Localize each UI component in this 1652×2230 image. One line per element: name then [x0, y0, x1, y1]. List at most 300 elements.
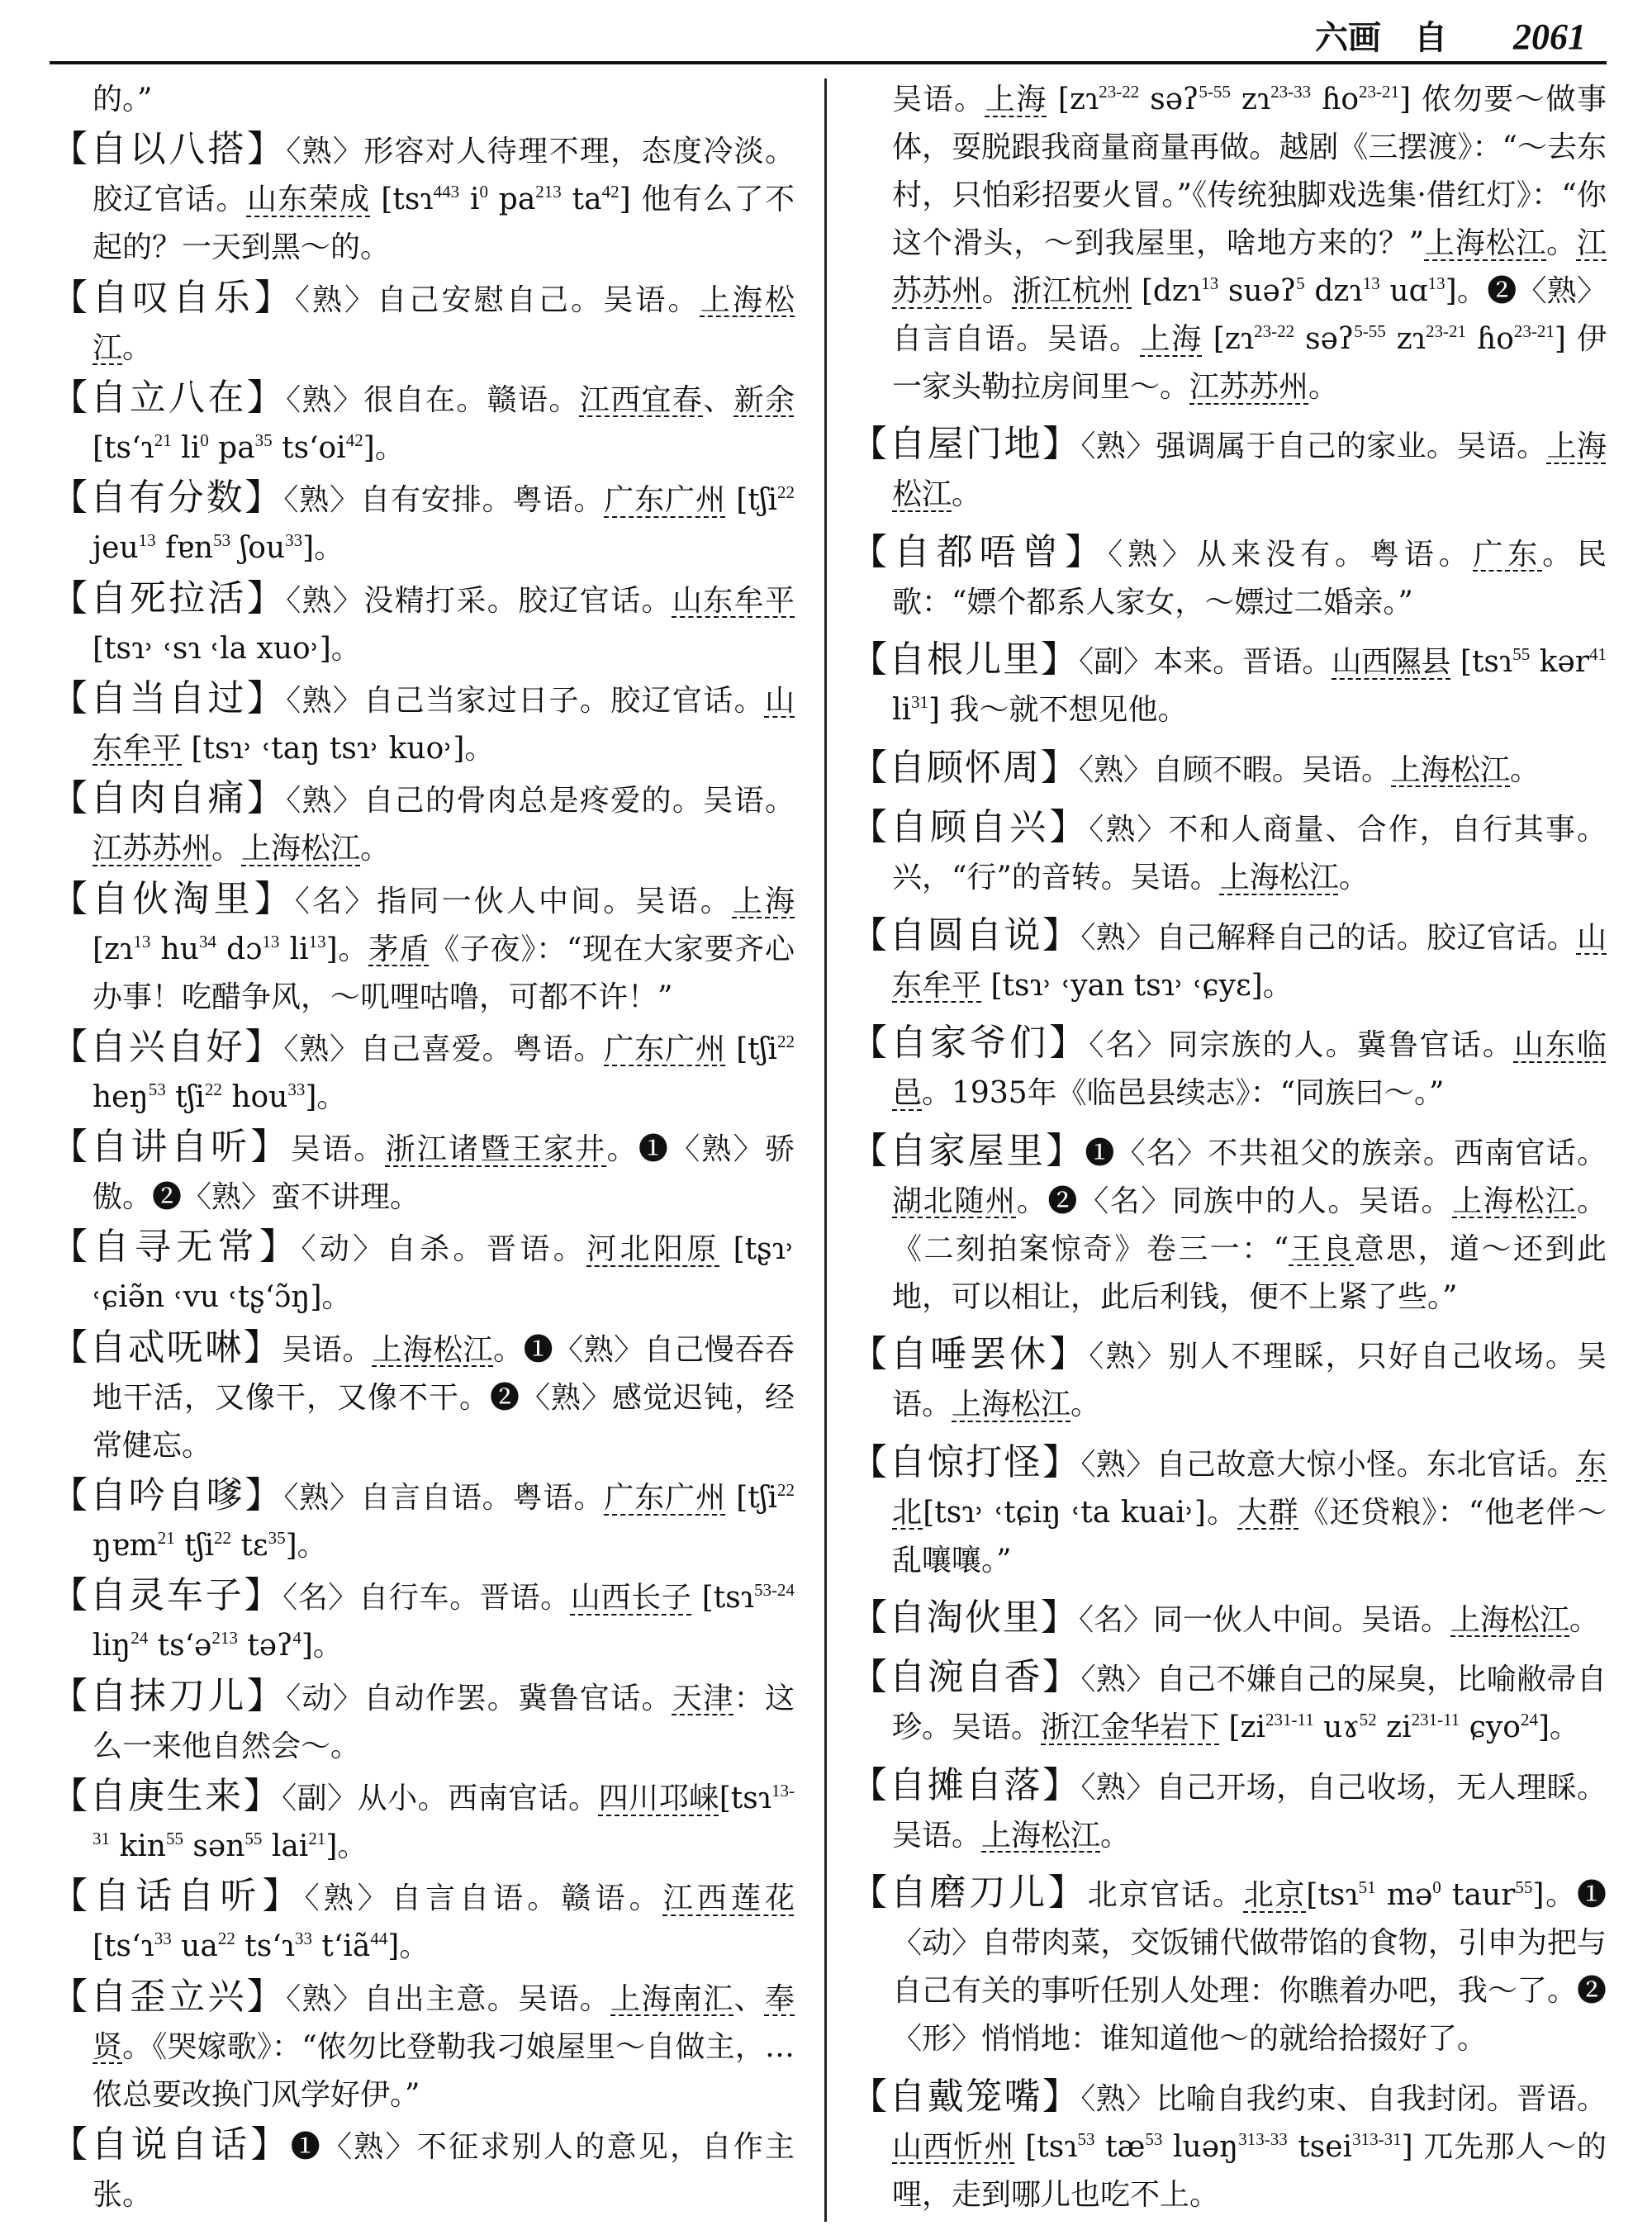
place-name: 上海南汇 [610, 1981, 734, 2016]
entry-text: 〈熟〉自己故意大惊小怪。东北官话。 [1080, 1447, 1577, 1482]
dictionary-entry [51, 875, 795, 1022]
entry-text: ] 兀先那人～的哩，走到哪儿也吃不上。 [892, 2129, 1607, 2212]
entry-text: kin [110, 1829, 166, 1863]
entry-headword: 【自戴笼嘴】 [851, 2075, 1081, 2118]
entry-text: ts‘oi [272, 430, 346, 465]
dictionary-entry [51, 1672, 795, 1771]
entry-text: 。 [1510, 752, 1540, 787]
radical-label: 自 [1414, 18, 1447, 57]
entry-text: 〈熟〉自言自语。赣语。 [304, 1881, 663, 1916]
entry-headword: 【自伙淘里】 [51, 877, 295, 920]
entry-text: [tsɿ˒ ˓taŋ tsɿ˒ kuo˒]。 [182, 731, 495, 766]
entry-headword: 【自圆自说】 [851, 913, 1081, 956]
tone-superscript: 44 [370, 1929, 388, 1949]
entry-text: li [279, 932, 309, 966]
dictionary-entry [851, 1019, 1607, 1117]
tone-superscript: 0 [1432, 1877, 1441, 1898]
tone-superscript: 13 [262, 931, 280, 951]
tone-superscript: 24 [1520, 1710, 1538, 1730]
entry-text: 〈熟〉自己不嫌自己的屎臭，比喻敝帚自珍。吴语。 [892, 1663, 1607, 1745]
entry-text: ]。 [285, 1529, 327, 1563]
entry-text: 、 [703, 382, 734, 417]
tone-superscript: 53 [213, 530, 231, 551]
entry-headword: 【自顾怀周】 [851, 746, 1079, 789]
tone-superscript: 23-21 [1513, 321, 1555, 341]
tone-superscript: 51 [1358, 1877, 1376, 1898]
tone-superscript: 443 [433, 182, 460, 202]
tone-superscript: 13 [138, 530, 156, 551]
entry-text: 〈副〉从小。西南官话。 [282, 1782, 599, 1815]
entry-text: 〈副〉本来。晋语。 [1079, 645, 1332, 680]
place-name: 江西宜春 [579, 382, 704, 417]
entry-text: li [171, 430, 201, 465]
dictionary-entry [51, 1472, 795, 1570]
entry-text: pa [487, 183, 536, 217]
entry-text: t‘iã [311, 1929, 371, 1964]
place-name: 广东广州 [604, 1032, 726, 1066]
tone-superscript: 33 [294, 1929, 312, 1949]
entry-text: hou [221, 1079, 288, 1114]
entry-text: li [892, 693, 912, 728]
entry-text: ta [561, 183, 602, 217]
entry-text: ts‘ɿ [235, 1929, 295, 1964]
entry-headword: 【自摊自落】 [851, 1763, 1081, 1806]
entry-text: 。 [211, 832, 242, 866]
entry-text: 吴语。 [282, 1332, 373, 1367]
entry-text: 、 [733, 1981, 765, 2016]
entry-text: 。民歌：“嫖个都系人家女，～嫖过二婚亲。” [892, 537, 1607, 619]
entry-text: 意思，道～还到此地，可以相让，此后利钱，便不上紧了些。” [892, 1231, 1607, 1314]
place-name: 上海松江 [1452, 1184, 1577, 1218]
dictionary-entry [51, 575, 795, 673]
place-name: 上海松江 [93, 282, 795, 365]
page-number: 2061 [1513, 17, 1586, 57]
entry-text: 。 [122, 330, 153, 365]
entry-text: ts‘ə [148, 1629, 212, 1663]
entry-headword: 【自兴自好】 [51, 1025, 284, 1068]
entry-text: 〈熟〉比喻自我约束、自我封闭。晋语。 [1080, 2081, 1607, 2116]
tone-superscript: 22 [217, 1929, 235, 1949]
entry-text: ]。❶〈动〉自带肉菜，交饭铺代做带馅的食物，引申为把与自己有关的事听任别人处理：你瞧着办吧，我～了。❷〈形〉悄悄地：谁知道他～的就给拾掇好了。 [892, 1878, 1607, 2057]
entry-text: [tʃi [725, 1481, 777, 1516]
entry-text: kər [1530, 645, 1589, 680]
tone-superscript: 41 [1588, 644, 1607, 665]
place-name: 广东广州 [604, 483, 726, 518]
place-name: 广东 [1473, 537, 1543, 572]
entry-text: ua [171, 1929, 218, 1964]
place-name: 东北 [892, 1447, 1607, 1530]
place-name: 上海 [985, 83, 1047, 116]
entry-text: səʔ [1139, 83, 1199, 116]
place-name: 上海松江 [372, 1332, 494, 1367]
entry-text: ʃou [230, 531, 286, 566]
entry-text: ] 我～就不想见他。 [928, 693, 1188, 728]
tone-superscript: 13 [1362, 273, 1380, 293]
tone-superscript: 13 [1427, 273, 1446, 293]
tone-superscript: 5 [1296, 273, 1305, 293]
entry-text: 〈熟〉自顾不暇。吴语。 [1079, 752, 1392, 787]
entry-headword: 【自屋门地】 [851, 423, 1081, 466]
entry-text: ]。 [325, 932, 369, 966]
entry-text: [dzɿ [1132, 274, 1202, 308]
entry-text: [tsɿ [1306, 1878, 1359, 1913]
entry-text: ] 伊一家头勒拉房间里～。 [892, 322, 1607, 404]
place-name: 江苏苏州 [892, 226, 1607, 308]
tone-superscript: 13 [308, 931, 326, 951]
place-name: 江苏苏州 [93, 832, 212, 866]
entry-text: ]。 [302, 531, 344, 566]
tone-superscript: 313-33 [1238, 2128, 1288, 2149]
entry-text: 。1935年《临邑县续志》：“同族曰～。” [922, 1076, 1445, 1111]
tone-superscript: 31 [911, 692, 929, 713]
entry-text: mə [1375, 1878, 1433, 1913]
entry-text: [tsɿ [1450, 645, 1513, 680]
dictionary-entry [51, 1973, 795, 2119]
place-name: 浙江杭州 [1012, 274, 1132, 308]
tone-superscript: 42 [601, 182, 620, 202]
running-header [1315, 12, 1586, 59]
entry-text: 。 [1546, 226, 1577, 260]
entry-text: tʃi [174, 1529, 214, 1563]
place-name: 江西莲花 [662, 1881, 795, 1916]
entry-text: 。❶〈熟〉骄傲。❷〈熟〉蛮不讲理。 [93, 1132, 795, 1215]
entry-text: [tsɿ˒ ˓yan tsɿ˒ ˓ɕyɛ]。 [981, 968, 1293, 1003]
entry-headword: 【自以八搭】 [51, 128, 287, 171]
tone-superscript: 231-11 [1265, 1710, 1314, 1730]
entry-headword: 【自忒呒啉】 [51, 1326, 282, 1369]
entry-text: [tsɿ [691, 1581, 754, 1616]
place-name: 山东荣成 [246, 183, 371, 217]
entry-text: [tsɿ [719, 1782, 771, 1815]
entry-text: 〈熟〉不和人商量、合作，自行其事。兴，“行”的音转。吴语。 [892, 813, 1607, 895]
entry-text: luəŋ [1162, 2129, 1239, 2164]
entry-text: 。《哭嫁歌》：“侬勿比登勒我刁娘屋里～自做主，…侬总要改换门风学好伊。” [93, 2029, 795, 2112]
place-name: 河北阳原 [586, 1232, 720, 1267]
entry-text: 〈熟〉没精打采。胶辽官话。 [286, 583, 672, 618]
entry-text: 〈熟〉强调属于自己的家业。吴语。 [1080, 429, 1547, 464]
dictionary-entry [51, 2121, 795, 2219]
place-name: 大群 [1237, 1495, 1299, 1530]
tone-superscript: 5-55 [1354, 321, 1386, 341]
place-name: 山西长子 [570, 1581, 692, 1616]
tone-superscript: 23-22 [1099, 82, 1140, 102]
tone-superscript: 23-21 [1426, 321, 1467, 341]
entry-headword: 【自惊打怪】 [851, 1440, 1081, 1483]
dictionary-entry [51, 1324, 795, 1470]
entry-text: [zɿ [1202, 322, 1255, 356]
entry-text: 〈熟〉自己安慰自己。吴语。 [294, 282, 700, 317]
tone-superscript: 22 [777, 482, 795, 503]
entry-text: 。 [1308, 370, 1339, 404]
place-name: 浙江诸暨王家井 [385, 1132, 607, 1167]
entry-text: [ts‘ɿ [93, 430, 154, 465]
tone-superscript: 35 [254, 429, 273, 450]
entry-continuation [51, 76, 795, 124]
dictionary-entry [851, 2073, 1607, 2219]
place-name: 茅盾 [368, 932, 430, 966]
place-name: 上海松江 [1450, 1602, 1570, 1637]
dictionary-entry [51, 675, 795, 773]
dictionary-entry [851, 804, 1607, 902]
entry-text: tsei [1287, 2129, 1353, 2164]
column-divider [824, 78, 827, 2222]
entry-headword: 【自说自话】 [51, 2123, 291, 2166]
entry-text: 的。” [93, 83, 153, 116]
entry-text: 〈名〉自行车。晋语。 [282, 1581, 571, 1616]
entry-text: 〈动〉自动作罢。冀鲁官话。 [286, 1681, 672, 1715]
tone-superscript: 33 [287, 1079, 306, 1099]
tone-superscript: 22 [204, 1079, 222, 1099]
place-name: 江苏苏州 [1189, 370, 1309, 404]
tone-superscript: 52 [1359, 1710, 1377, 1730]
tone-superscript: 13-31 [93, 1781, 795, 1848]
dictionary-entry [51, 1123, 795, 1222]
entry-headword: 【自家爷们】 [851, 1022, 1089, 1065]
entry-text: 。 [1338, 861, 1369, 895]
entry-headword: 【自都唔曾】 [851, 530, 1108, 573]
entry-text: 〈熟〉自己的骨肉总是疼爱的。吴语。 [286, 784, 795, 818]
entry-headword: 【自有分数】 [51, 477, 284, 520]
place-name: 山西隰县 [1332, 645, 1451, 680]
entry-text: zɿ [1230, 83, 1271, 116]
entry-text: 。 [952, 477, 982, 512]
entry-text: dzɿ [1304, 274, 1363, 308]
dictionary-entry [851, 1331, 1607, 1429]
dictionary-entry [851, 912, 1607, 1010]
dictionary-entry [51, 1023, 795, 1122]
tone-superscript: 23-21 [1359, 82, 1400, 102]
entry-text: sən [183, 1829, 245, 1863]
tone-superscript: 22 [214, 1528, 231, 1549]
entry-text: 。❷〈名〉同族中的人。吴语。 [1016, 1184, 1453, 1218]
entry-text: 吴语。 [892, 83, 985, 116]
entry-text: təʔ [237, 1629, 293, 1663]
header-rule [50, 61, 1607, 64]
entry-text: 〈熟〉自出主意。吴语。 [286, 1981, 611, 2016]
place-name: 山西忻州 [892, 2129, 1015, 2164]
tone-superscript: 42 [345, 429, 363, 450]
place-name: 山东牟平 [93, 683, 795, 766]
place-name: 天津 [672, 1681, 734, 1715]
tone-superscript: 22 [777, 1031, 795, 1051]
entry-continuation [851, 76, 1607, 411]
place-name: 湖北随州 [892, 1184, 1017, 1218]
entry-text: səʔ [1294, 322, 1355, 356]
tone-superscript: 35 [268, 1528, 286, 1549]
dictionary-entry [851, 1127, 1607, 1321]
tone-superscript: 5-55 [1199, 82, 1231, 102]
entry-headword: 【自讲自听】 [51, 1126, 291, 1169]
entry-text: jeu [93, 531, 139, 566]
entry-headword: 【自磨刀儿】 [851, 1872, 1088, 1914]
entry-text: 〈熟〉自己当家过日子。胶辽官话。 [286, 683, 765, 718]
entry-headword: 【自灵车子】 [51, 1574, 283, 1617]
entry-headword: 【自歪立兴】 [51, 1975, 287, 2018]
entry-headword: 【自死拉活】 [51, 576, 287, 619]
entry-headword: 【自肉自痛】 [51, 777, 287, 820]
place-name: 上海松江 [1219, 861, 1339, 895]
place-name: 上海松江 [1424, 226, 1547, 260]
dictionary-entry [51, 126, 795, 272]
place-name: 上海松江 [241, 832, 361, 866]
entry-text: 。《二刻拍案惊奇》卷三一：“ [892, 1184, 1607, 1266]
entry-text: 。 [1569, 1602, 1600, 1637]
entry-text: 。 [1070, 1388, 1101, 1422]
place-name: 上海松江 [952, 1388, 1071, 1422]
entry-text: ❶〈熟〉不征求别人的意见，自作主张。 [93, 2129, 795, 2212]
tone-superscript: 53 [1077, 2128, 1095, 2149]
entry-text: ŋɐm [93, 1529, 158, 1563]
entry-text: dɔ [216, 932, 263, 966]
entry-text: ：这么一来他自然会～。 [93, 1681, 795, 1763]
tone-superscript: 22 [777, 1480, 795, 1501]
entry-text: ❶〈名〉不共祖父的族亲。西南官话。 [1085, 1136, 1607, 1170]
place-name: 上海松江 [1391, 752, 1511, 787]
entry-headword: 【自唾罢休】 [851, 1333, 1089, 1376]
entry-text: 《还贷粮》：“他老伴～乱嚷嚷。” [892, 1495, 1607, 1578]
entry-text: suəʔ [1218, 274, 1297, 308]
entry-text: 〈熟〉别人不理睬，只好自己收场。吴语。 [892, 1340, 1607, 1422]
entry-text: zɿ [1385, 322, 1427, 356]
entry-headword: 【自顾自兴】 [851, 806, 1089, 849]
entry-text: i [459, 183, 480, 217]
entry-headword: 【自话自听】 [51, 1875, 305, 1918]
entry-text: tɛ [231, 1529, 268, 1563]
entry-text: lai [262, 1829, 309, 1863]
entry-headword: 【自淘伙里】 [851, 1596, 1079, 1639]
entry-headword: 【自庚生来】 [51, 1775, 282, 1817]
entry-text: 〈熟〉很自在。赣语。 [286, 382, 580, 417]
tone-superscript: 4 [292, 1628, 301, 1649]
entry-text: 〈名〉同一伙人中间。吴语。 [1079, 1602, 1451, 1637]
place-name: 王良 [1289, 1231, 1355, 1266]
dictionary-entry [851, 1439, 1607, 1585]
tone-superscript: 213 [211, 1628, 238, 1649]
tone-superscript: 231-11 [1411, 1710, 1460, 1730]
entry-text: 〈熟〉自己喜爱。粤语。 [283, 1032, 605, 1066]
entry-text: ]。 [387, 1929, 430, 1964]
tone-superscript: 23-33 [1270, 82, 1312, 102]
entry-text: hu [150, 932, 199, 966]
dictionary-entry [51, 274, 795, 372]
tone-superscript: 21 [308, 1829, 326, 1848]
entry-headword: 【自涴自香】 [851, 1656, 1081, 1699]
dictionary-entry [51, 775, 795, 873]
entry-text: 〈熟〉自言自语。粤语。 [283, 1481, 605, 1516]
dictionary-entry [51, 1223, 795, 1321]
place-name: 上海 [1140, 322, 1203, 356]
tone-superscript: 13 [1201, 273, 1219, 293]
entry-text: [tsɿ˒ ˓sɿ ˓la xuo˒]。 [93, 631, 361, 666]
tone-superscript: 55 [244, 1829, 263, 1848]
tone-superscript: 55 [1515, 1877, 1533, 1898]
entry-text: [zɿ [93, 932, 134, 966]
dictionary-entry [51, 1872, 795, 1971]
entry-text: 〈名〉指同一伙人中间。吴语。 [294, 884, 733, 918]
entry-text: 〈名〉同宗族的人。冀鲁官话。 [1089, 1028, 1514, 1063]
entry-text: [zɿ [1047, 83, 1099, 116]
entry-text: pa [208, 430, 255, 465]
right-column [851, 76, 1607, 2219]
entry-text: 北京官话。 [1087, 1878, 1244, 1913]
place-name: 新余 [733, 382, 795, 417]
tone-superscript: 53-24 [753, 1580, 795, 1601]
entry-text: 〈熟〉自己解释自己的话。胶辽官话。 [1080, 920, 1577, 955]
place-name: 上海松江 [981, 1818, 1101, 1853]
entry-text: ]。 [363, 430, 405, 465]
entry-text: ɕyo [1460, 1710, 1521, 1745]
entry-text: tʃi [165, 1079, 205, 1114]
section-label: 六画 [1315, 18, 1381, 57]
entry-text: ] 侬勿要～做事体，耍脱跟我商量商量再做。越剧《三摆渡》：“～去东村，只怕彩招要火冒。”《传统独脚戏选集·借红灯》：“你这个滑头，～到我屋里，啥地方来的？” [892, 83, 1607, 260]
tone-superscript: 313-31 [1352, 2128, 1402, 2149]
entry-text: 〈熟〉自有安排。粤语。 [283, 483, 605, 518]
entry-text: zi [1376, 1710, 1412, 1745]
left-column [51, 76, 795, 2219]
tone-superscript: 21 [157, 1528, 175, 1549]
tone-superscript: 0 [200, 429, 209, 450]
tone-superscript: 33 [154, 1929, 172, 1949]
entry-text: [tsɿ˒ ˓tɕiŋ ˓ta kuai˒]。 [923, 1495, 1238, 1530]
entry-text: ]。❷〈熟〉自言自语。吴语。 [892, 274, 1607, 356]
place-name: 上海 [732, 884, 795, 918]
entry-text: [tʃi [725, 1032, 777, 1066]
tone-superscript: 34 [198, 931, 216, 951]
entry-text: 。 [981, 274, 1013, 308]
entry-text: [tsɿ [370, 183, 434, 217]
dictionary-entry [51, 374, 795, 472]
place-name: 山东牟平 [892, 920, 1607, 1003]
entry-text: ɦo [1311, 83, 1360, 116]
tone-superscript: 33 [285, 530, 303, 551]
tone-superscript: 0 [479, 182, 488, 202]
tone-superscript: 53 [148, 1079, 166, 1099]
entry-headword: 【自当自过】 [51, 676, 287, 719]
entry-headword: 【自叹自乐】 [51, 276, 295, 319]
tone-superscript: 23-22 [1254, 321, 1295, 341]
dictionary-entry [851, 420, 1607, 519]
entry-text: uɑ [1379, 274, 1428, 308]
dictionary-entry [851, 744, 1607, 795]
entry-headword: 【自吟自嗲】 [51, 1474, 284, 1517]
place-name: 山东临邑 [892, 1028, 1607, 1111]
entry-headword: 【自抹刀儿】 [51, 1674, 287, 1717]
entry-text: [tsɿ [1014, 2129, 1078, 2164]
entry-text: liŋ [93, 1629, 131, 1663]
dictionary-entry [51, 1572, 795, 1670]
dictionary-entry [851, 1762, 1607, 1860]
entry-text: ]。 [301, 1629, 343, 1663]
place-name: 山东牟平 [672, 583, 795, 618]
entry-text: ɦo [1466, 322, 1514, 356]
entry-text: ]。 [325, 1829, 368, 1863]
entry-text: taur [1441, 1878, 1516, 1913]
entry-text: 吴语。 [290, 1132, 386, 1167]
dictionary-entry [851, 1654, 1607, 1752]
entry-text: heŋ [93, 1079, 149, 1114]
tone-superscript: 13 [133, 931, 151, 951]
tone-superscript: 24 [131, 1628, 149, 1649]
entry-text: 。❶〈熟〉自己慢吞吞地干活，又像干，又像不干。❷〈熟〉感觉迟钝，经常健忘。 [93, 1332, 795, 1463]
entry-text: [tʂɿ˒ ˓ɕiə̃n ˓vu ˓tʂ‘ɔ̃ŋ]。 [93, 1232, 795, 1315]
entry-text: 。 [360, 832, 391, 866]
dictionary-entry [851, 636, 1607, 734]
entry-text: 《子夜》：“现在大家要齐心办事！吃醋争风，～叽哩咕噜，可都不许！” [93, 932, 795, 1014]
place-name: 广东广州 [604, 1481, 726, 1516]
entry-headword: 【自根儿里】 [851, 638, 1080, 681]
entry-text: ]。 [1537, 1710, 1579, 1745]
tone-superscript: 213 [535, 182, 562, 202]
